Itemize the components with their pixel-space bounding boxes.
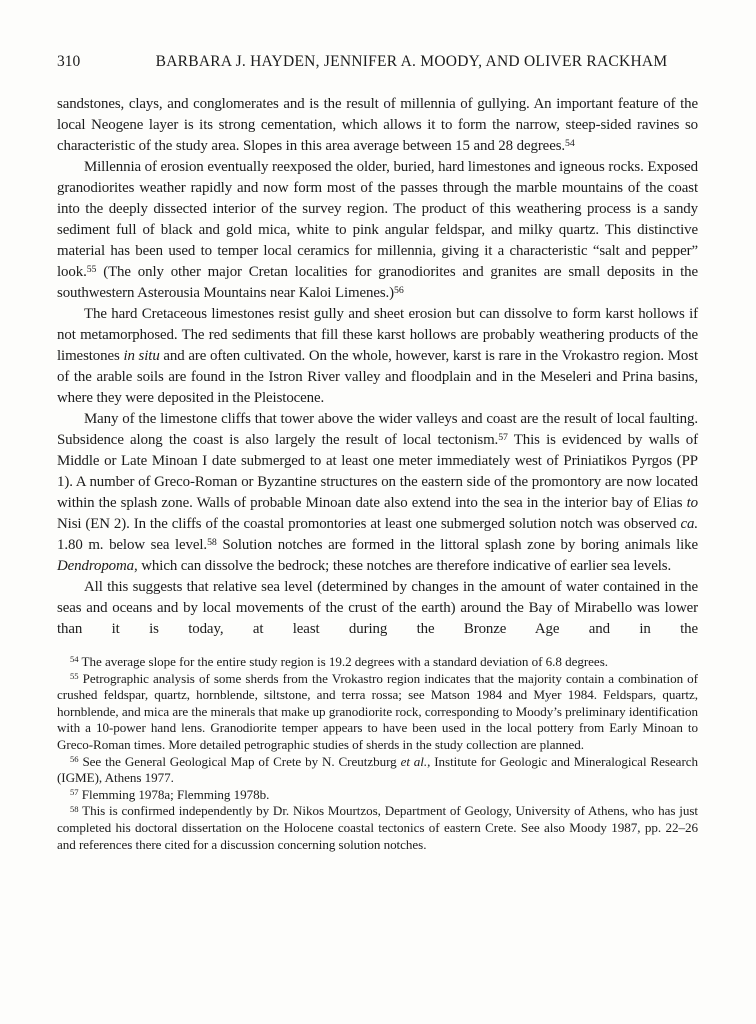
body-paragraph [57,304,698,409]
text-run: See the General Geological Map of Crete by N. Creutzburg [82,753,401,769]
text-run: Flemming 1978a; Flemming 1978b. [81,786,270,802]
body-paragraph [57,157,698,304]
footnote-ref: 54 [565,137,575,149]
italic-text: Dendropoma [57,558,135,574]
text-run: Petrographic analysis of some sherds from the Vrokastro region indicates that the majority contain a combination of crushed feldspar, quartz, hornblende, siltstone, and terra rossa; see Matson 1984 and Myer 1984. Feldspars, quartz, hornblende, and mica are the minerals that make up granodiorite rock, corresponding to Moody’s preliminary identification with a 10-power hand lens. Granodiorite temper appears to have been used in the local pottery from Early Minoan to Greco-Roman times. More detailed petrographic studies of sherds in the study collection are planned. [57,670,698,752]
text-run: This is evidenced by walls of Middle or Late Minoan I date submerged to at least one meter immediately west of Priniatikos Pyrgos (PP 1). A number of Greco-Roman or Byzantine structures on the eastern side of the promontory are now located within the splash zone. Walls of probable Minoan date also extend into the sea in the interior bay of Elias [57,432,698,511]
footnote-ref: 56 [394,284,404,296]
footnote-marker: 54 [70,654,79,665]
italic-text: et al. [400,753,428,769]
footnote-ref: 57 [498,431,508,443]
text-run: and are often cultivated. On the whole, however, karst is rare in the Vrokastro region. Most of the arable soils are found in the Istron River valley and floodplain and in the Meseleri and Prina basins, where they were deposited in the Pleistocene. [57,348,698,406]
footnotes-section [57,654,698,853]
footnote-ref: 55 [86,263,97,275]
text-run: (The only other major Cretan localities for granodiorites and granites are small deposits in the southwestern Asterousia Mountains near Kaloi Limenes.) [57,264,698,301]
text-run: Solution notches are formed in the littoral splash zone by boring animals like [216,537,698,553]
italic-text: in situ [123,348,160,364]
footnote [57,754,698,787]
running-header [57,53,698,71]
footnote-marker: 57 [70,787,79,798]
footnote [57,671,698,754]
body-paragraph [57,577,698,640]
footnote-marker: 58 [70,803,79,814]
body-paragraph [57,409,698,577]
text-run: Nisi (EN 2). In the cliffs of the coastal promontories at least one submerged solution notch was observed [57,516,681,532]
footnote [57,654,698,671]
italic-text: to [686,495,698,511]
text-run: , Institute for Geologic and Mineralogical Research (IGME), Athens 1977. [57,753,699,786]
footnote-ref: 58 [207,536,217,548]
footnote-marker: 56 [70,753,79,764]
text-run: sandstones, clays, and conglomerates and is the result of millennia of gullying. An important feature of the local Neogene layer is its strong cementation, which allows it to form the narrow, steep-sided ravines so characteristic of the study area. Slopes in this area average between 15 and 28 degrees. [57,96,698,154]
italic-text: ca. [680,516,698,532]
text-run: 1.80 m. below sea level. [57,537,208,553]
text-run: Many of the limestone cliffs that tower above the wider valleys and coast are the result of local faulting. Subsidence along the coast is also largely the result of local tectonism. [57,411,698,448]
text-run: This is confirmed independently by Dr. Nikos Mourtzos, Department of Geology, University of Athens, who has just completed his doctoral dissertation on the Holocene coastal tectonics of eastern Crete. See also Moody 1987, pp. 22–26 and references there cited for a discussion concerning solution notches. [57,803,698,852]
text-run: The average slope for the entire study region is 19.2 degrees with a standard deviation of 6.8 degrees. [81,654,608,669]
text-run: , which can dissolve the bedrock; these notches are therefore indicative of earlier sea levels. [134,558,672,574]
footnote-marker: 55 [70,670,79,681]
footnote [57,803,698,853]
footnote [57,787,698,804]
body-paragraph [57,94,698,157]
text-run: All this suggests that relative sea level (determined by changes in the amount of water contained in the seas and oceans and by local movements of the crust of the earth) around the Bay of Mirabello was lower than it is today, at least during the Bronze Age and in the [57,579,698,637]
body-text [57,94,698,640]
text-run: The hard Cretaceous limestones resist gully and sheet erosion but can dissolve to form karst hollows if not metamorphosed. The red sediments that fill these karst hollows are probably weathering products of the limestones [57,306,698,364]
text-run: Millennia of erosion eventually reexposed the older, buried, hard limestones and igneous rocks. Exposed granodiorites weather rapidly and now form most of the passes through the marble mountains of the coast into the deeply dissected interior of the survey region. The product of this weathering process is a sandy sediment full of black and gold mica, white to pink angular feldspar, and milky quartz. This distinctive material has been used to temper local ceramics for millennia, giving it a characteristic “salt and pepper” look. [57,159,698,280]
running-header-authors: BARBARA J. HAYDEN, JENNIFER A. MOODY, AND OLIVER RACKHAM [155,53,668,70]
page-number: 310 [57,53,81,70]
